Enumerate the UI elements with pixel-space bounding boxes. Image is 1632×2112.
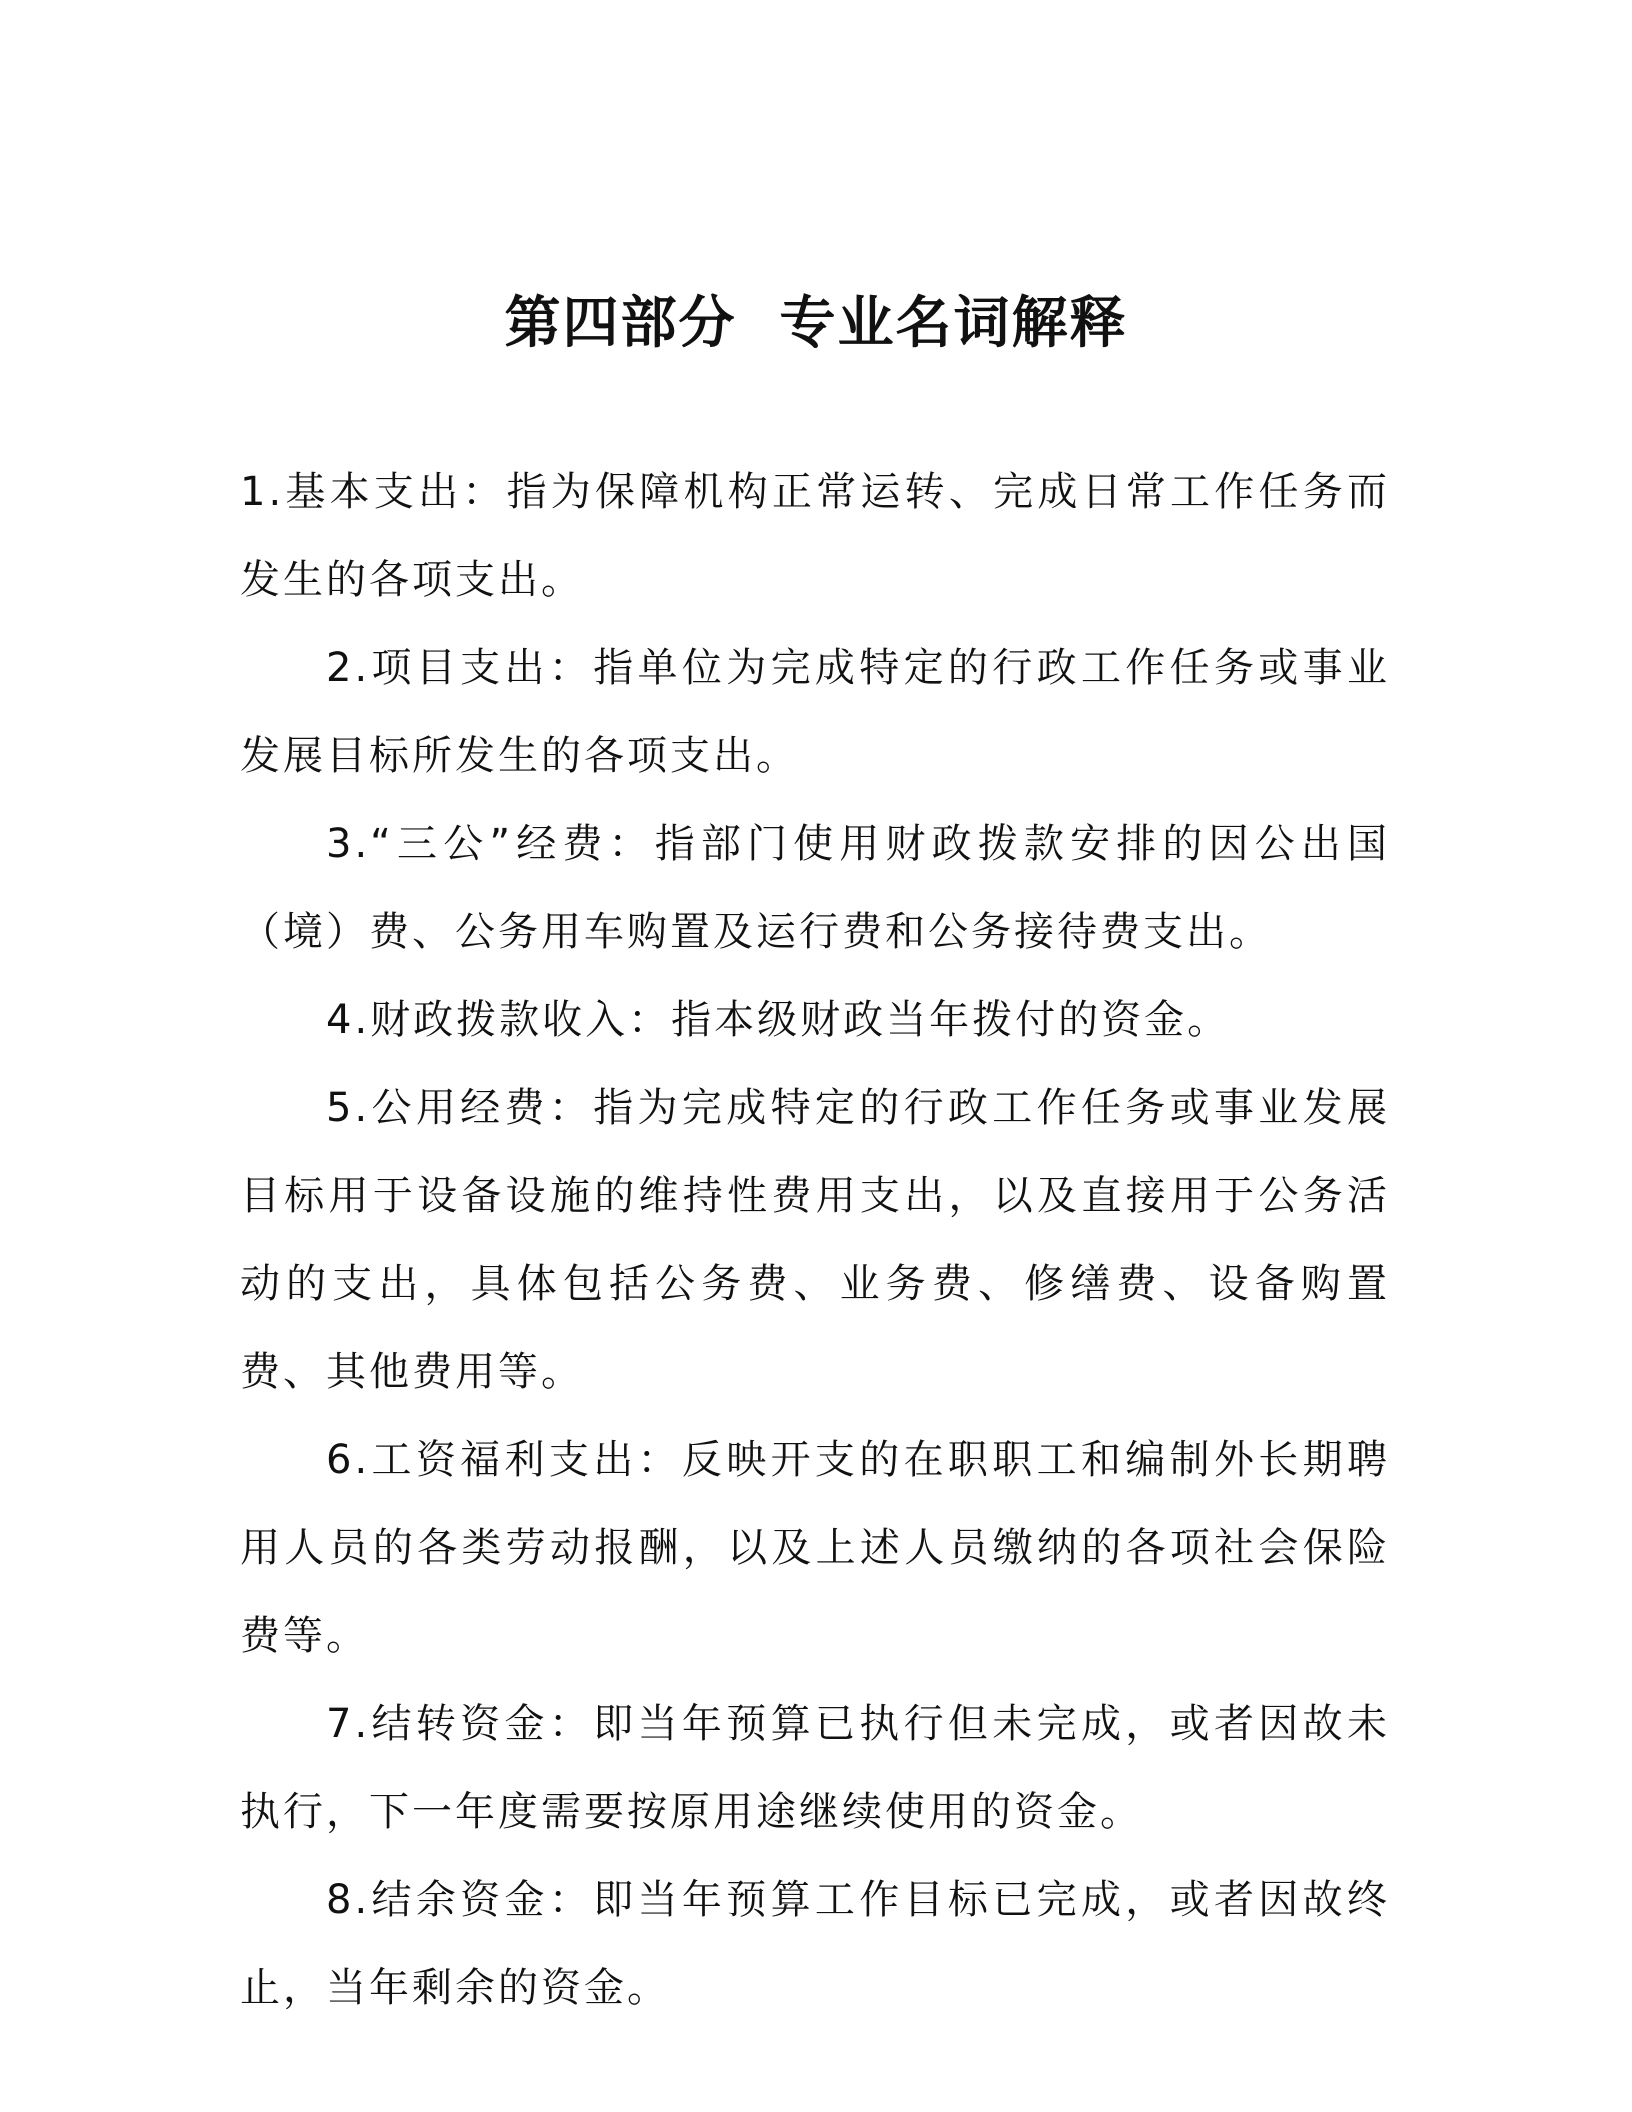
definition-paragraph-4: 4.财政拨款收入：指本级财政当年拨付的资金。 xyxy=(326,997,1231,1043)
definition-paragraph-6: 6.工资福利支出：反映开支的在职职工和编制外长期聘用人员的各类劳动报酬，以及上述人员缴纳的各项社会保险费等。 xyxy=(240,1437,1390,1659)
definition-paragraph-2: 2.项目支出：指单位为完成特定的行政工作任务或事业发展目标所发生的各项支出。 xyxy=(240,645,1390,779)
definitions-body xyxy=(240,448,1390,2032)
definition-paragraph-1: 1.基本支出：指为保障机构正常运转、完成日常工作任务而发生的各项支出。 xyxy=(240,469,1390,603)
page-title: 第四部分 专业名词解释 xyxy=(504,290,1128,356)
definition-paragraph-5: 5.公用经费：指为完成特定的行政工作任务或事业发展目标用于设备设施的维持性费用支出，以及直接用于公务活动的支出，具体包括公务费、业务费、修缮费、设备购置费、其他费用等。 xyxy=(240,1085,1390,1395)
definition-paragraph-7: 7.结转资金：即当年预算已执行但未完成，或者因故未执行，下一年度需要按原用途继续使用的资金。 xyxy=(240,1701,1390,1835)
definition-paragraph-8: 8.结余资金：即当年预算工作目标已完成，或者因故终止，当年剩余的资金。 xyxy=(240,1877,1390,2011)
definition-paragraph-3: 3.“三公”经费：指部门使用财政拨款安排的因公出国（境）费、公务用车购置及运行费和公务接待费支出。 xyxy=(240,821,1390,955)
